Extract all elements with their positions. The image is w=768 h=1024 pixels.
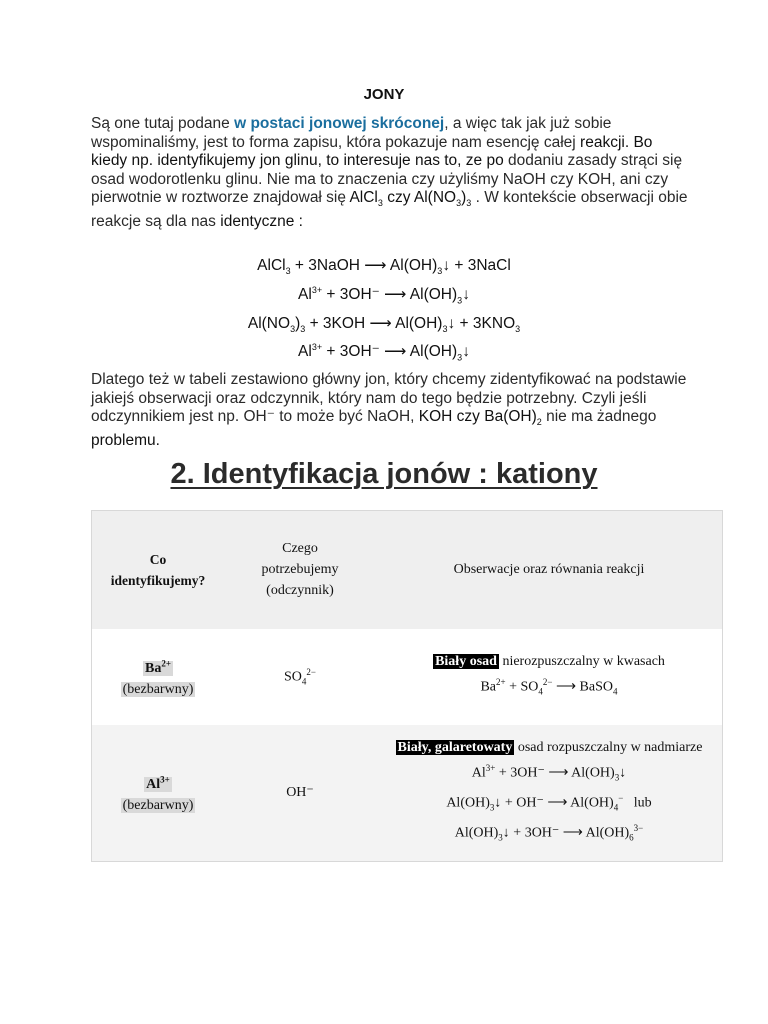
header-observations: Obserwacje oraz równania reakcji: [453, 561, 645, 577]
table-header-row: [92, 511, 723, 629]
header-what-identify: Co identyfikujemy?: [110, 551, 206, 588]
reagent-cell: OH⁻: [286, 785, 314, 801]
outro-paragraph: Dlatego też w tabeli zestawiono główny jon, który chcemy zidentyfikować na podstawie jakiejś obserwacji oraz odczynnik, który nam do tego będzie potrzebny. Czyli jeśli odczynnikiem jest np. OH⁻ to może być NaOH, KOH czy $Ba(OH)_2$ nie ma żadnego problemu.: [91, 371, 687, 449]
equation-1: AlCl$_3$ + 3NaOH ⟶ $Al(OH)_3↓$ + 3NaCl: [257, 257, 511, 277]
table-row: [92, 629, 723, 725]
reagent-cell: $SO_4^{2-}$: [284, 666, 316, 687]
header-reagent: Czego potrzebujemy (odczynnik): [261, 541, 339, 599]
equation-4: $Al^{3+} + 3OH^-$ ⟶ $Al(OH)_3↓$: [298, 342, 470, 363]
section-title: 2. Identyfikacja jonów : kationy: [170, 458, 598, 490]
equation-3: $Al(NO_3)_3 + 3KOH$ ⟶ $Al(OH)_3↓ + 3KNO_3$: [247, 315, 521, 335]
intro-highlight: w postaci jonowej skróconej: [234, 115, 445, 132]
ion-description: (bezbarwny): [122, 681, 194, 697]
reaction-equation: $Al(OH)_3↓ + OH^-$ ⟶ $Al(OH)_4^-$ lub: [446, 793, 652, 813]
equation-2: $Al^{3+} + 3OH^-$ ⟶ $Al(OH)_3↓$: [298, 285, 470, 306]
observation-cell: Biały, galaretowaty osad rozpuszczalny w nadmiarze $Al^{3+} + 3OH^-$ ⟶ $Al(OH)_3↓$ $Al(OH)_3↓ + OH^-$ ⟶ $Al(OH)_4^-$ lub $Al(OH)_3↓ + 3OH^-$ ⟶ $Al(OH)_6^{3-}$: [376, 725, 723, 862]
ion-cell: [92, 629, 225, 725]
observation-tag: Biały osad: [435, 653, 497, 669]
observation-cell: Biały osad nierozpuszczalny w kwasach $Ba^{2+} + SO_4^{2-}$ ⟶ BaSO$_4$: [376, 629, 723, 725]
ion-cell: [92, 725, 225, 862]
ion-identification-table: [91, 510, 723, 862]
reaction-equation: $Al^{3+} + 3OH^-$ ⟶ $Al(OH)_3↓$: [471, 762, 627, 783]
page-title: JONY: [363, 86, 405, 103]
observation-tag: Biały, galaretowaty: [397, 739, 513, 755]
intro-paragraph: Są one tutaj podane w postaci jonowej skróconej, a więc tak jak już sobie wspominaliśmy, jest to forma zapisu, która pokazuje nam esencję całej reakcji. Bo kiedy np. identyfikujemy jon glinu, to interesuje nas to, ze po dodaniu zasady strąci się osad wodorotlenku glinu. Nie ma to znaczenia czy użyliśmy NaOH czy KOH, ani czy pierwotnie w roztworze znajdował się AlCl$_3$ czy $Al(NO_3)_3$ . W kontekście obserwacji obie reakcje są dla nas identyczne :: [91, 115, 688, 231]
ion-name: $Ba^{2+}$: [145, 658, 171, 676]
ion-description: (bezbarwny): [122, 798, 194, 814]
reaction-equation: $Al(OH)_3↓ + 3OH^-$ ⟶ $Al(OH)_6^{3-}$: [454, 823, 644, 843]
reaction-equation: $Ba^{2+} + SO_4^{2-}$ ⟶ BaSO$_4$: [480, 676, 618, 697]
ion-name: $Al^{3+}$: [146, 774, 170, 793]
table-row: [92, 725, 723, 862]
